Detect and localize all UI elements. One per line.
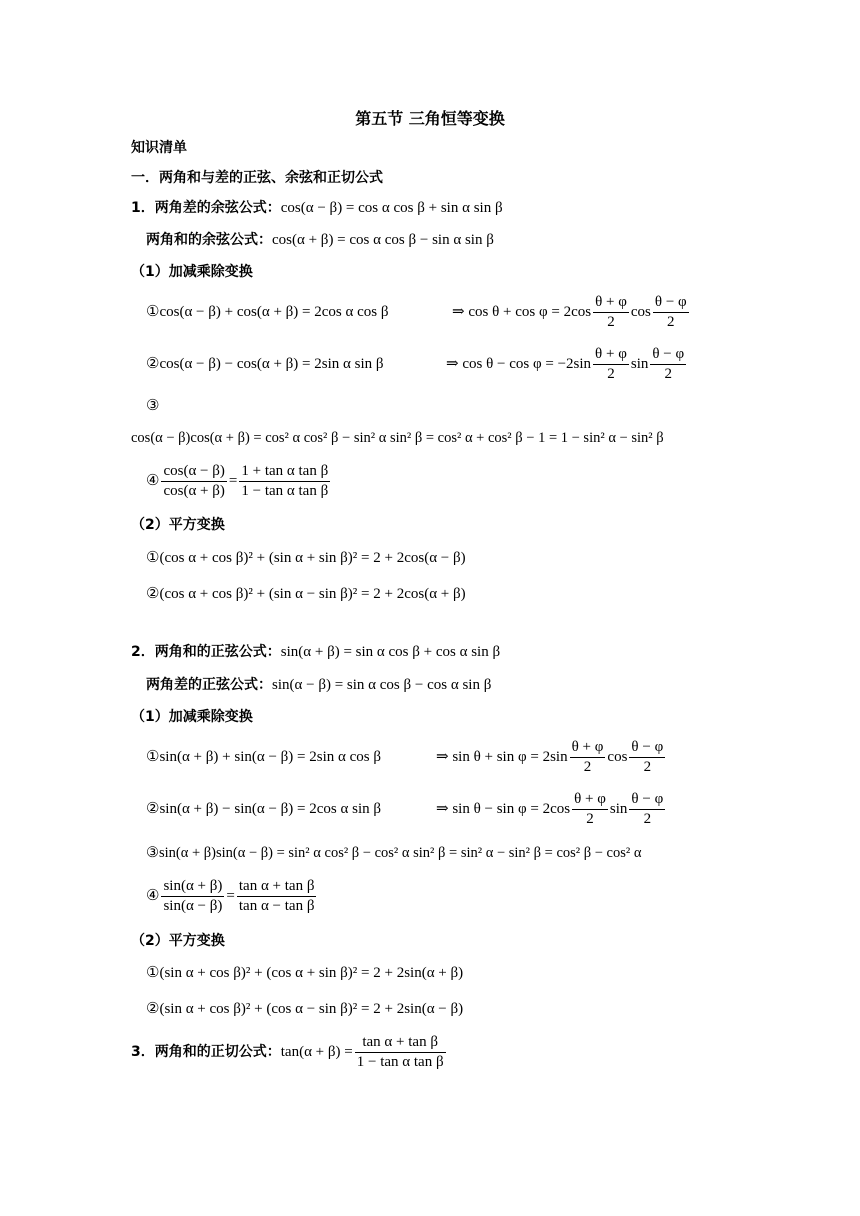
fraction-denominator: 1 − tan α tan β: [356, 1054, 444, 1070]
page-title: 第五节 三角恒等变换: [355, 109, 505, 128]
fraction-denominator: 2: [583, 759, 592, 775]
cos-identity-3: cos(α − β)cos(α + β) = cos² α cos² β − sin² α sin² β = cos² α + cos² β − 1 = 1 − sin² α − sin² β: [131, 430, 664, 446]
fraction-numerator: tan α + tan β: [237, 877, 317, 897]
fraction-numerator: θ − φ: [653, 293, 689, 313]
sin-diff-label: 两角差的正弦公式：: [146, 677, 272, 693]
sin-i2-mid: sin: [609, 800, 628, 817]
fraction: [629, 790, 665, 829]
fraction-denominator: 2: [664, 366, 673, 382]
tan-sum-line: [131, 1033, 448, 1072]
fraction-denominator: 1 − tan α tan β: [241, 483, 329, 499]
equals-sign: =: [226, 887, 235, 904]
fraction-denominator: tan α − tan β: [238, 898, 315, 914]
fraction-denominator: 2: [607, 366, 615, 382]
fraction-numerator: tan α + tan β: [355, 1033, 446, 1053]
cos-sum-line: [146, 230, 494, 250]
sin-identity-1: [146, 747, 381, 767]
fraction-denominator: 2: [643, 759, 652, 775]
fraction-numerator: cos(α − β): [161, 462, 226, 482]
sin-i1-rhs-pre: ⇒ sin θ + sin φ = 2sin: [436, 748, 568, 765]
sin-sum-formula: sin(α + β) = sin α cos β + cos α sin β: [280, 644, 501, 660]
fraction: [572, 790, 608, 829]
cos-i2-mid: sin: [630, 355, 649, 372]
fraction-denominator: 2: [643, 811, 652, 827]
sin-identity-2: [146, 799, 381, 819]
cos-diff-formula: cos(α − β) = cos α cos β + sin α sin β: [280, 200, 503, 216]
cos-i1-rhs-pre: ⇒ cos θ + cos φ = 2cos: [452, 303, 592, 320]
fraction-numerator: θ + φ: [593, 293, 629, 313]
fraction: [161, 877, 224, 916]
sin-i2-lhs: ②sin(α + β) − sin(α − β) = 2cos α sin β: [146, 801, 381, 817]
fraction: [239, 462, 330, 501]
sin-diff-formula: sin(α − β) = sin α cos β − cos α sin β: [272, 677, 492, 693]
cos-identity-4: [146, 462, 332, 501]
cos-i2-lhs: ②cos(α − β) − cos(α + β) = 2sin α sin β: [146, 356, 384, 372]
fraction-denominator: cos(α + β): [163, 483, 225, 499]
cos-identity-1-rhs: [452, 293, 691, 332]
cos-diff-label: 1．两角差的余弦公式：: [131, 200, 281, 216]
fraction-numerator: sin(α + β): [161, 877, 224, 897]
sin-identity-1-rhs: [436, 738, 667, 777]
cos-sum-formula: cos(α + β) = cos α cos β − sin α sin β: [272, 232, 494, 248]
part1-heading: 一．两角和与差的正弦、余弦和正切公式: [131, 170, 383, 186]
cos-identity-2-rhs: [446, 345, 688, 384]
fraction: [570, 738, 606, 777]
fraction: [650, 345, 686, 384]
fraction-denominator: sin(α − β): [163, 898, 223, 914]
cos-i1-lhs: ①cos(α − β) + cos(α + β) = 2cos α cos β: [146, 304, 389, 320]
sin-sub2-heading: （2）平方变换: [131, 933, 225, 949]
fraction: [629, 738, 665, 777]
fraction-numerator: θ − φ: [629, 738, 665, 758]
cos-i2-rhs-pre: ⇒ cos θ − cos φ = −2sin: [446, 355, 592, 372]
fraction: [593, 345, 629, 384]
sin-identity-3: ③sin(α + β)sin(α − β) = sin² α cos² β − cos² α sin² β = sin² α − sin² β = cos² β − cos² α: [146, 845, 642, 861]
sin-i1-lhs: ①sin(α + β) + sin(α − β) = 2sin α cos β: [146, 749, 381, 765]
sin-identity-2-rhs: [436, 790, 667, 829]
equals-sign: =: [228, 472, 238, 489]
fraction-numerator: θ + φ: [570, 738, 606, 758]
fraction: [237, 877, 317, 916]
fraction: [355, 1033, 446, 1072]
cos-identity-2: [146, 354, 384, 374]
tan-sum-lhs: tan(α + β) =: [280, 1043, 353, 1060]
sin-square-2: ②(sin α + cos β)² + (cos α − sin β)² = 2 + 2sin(α − β): [146, 1001, 464, 1017]
fraction-denominator: 2: [607, 314, 615, 330]
sin-sum-label: 2．两角和的正弦公式：: [131, 644, 281, 660]
fraction-numerator: θ − φ: [629, 790, 665, 810]
fraction-denominator: 2: [667, 314, 675, 330]
cos-sub2-heading: （2）平方变换: [131, 517, 225, 533]
cos-identity-3-mark: ③: [146, 398, 160, 414]
cos-i1-mid: cos: [630, 303, 651, 320]
fraction-numerator: θ + φ: [572, 790, 608, 810]
cos-square-2: ②(cos α + cos β)² + (sin α − sin β)² = 2 + 2cos(α + β): [146, 586, 466, 602]
fraction: [161, 462, 226, 501]
sin-sum-line: [131, 642, 500, 662]
fraction-numerator: θ − φ: [650, 345, 686, 365]
sin-i1-mid: cos: [607, 748, 628, 765]
fraction-denominator: 2: [586, 811, 594, 827]
sin-diff-line: [146, 675, 491, 695]
cos-square-1: ①(cos α + cos β)² + (sin α + sin β)² = 2 + 2cos(α − β): [146, 550, 466, 566]
cos-diff-line: [131, 198, 503, 218]
fraction-numerator: θ + φ: [593, 345, 629, 365]
cos-sub1-heading: （1）加减乘除变换: [131, 264, 253, 280]
fraction-numerator: 1 + tan α tan β: [239, 462, 330, 482]
tan-sum-label: 3．两角和的正切公式：: [131, 1043, 281, 1060]
cos-identity-1: [146, 302, 388, 322]
fraction: [593, 293, 629, 332]
sin-i4-mark: ④: [146, 887, 160, 904]
sin-sub1-heading: （1）加减乘除变换: [131, 709, 253, 725]
sin-i2-rhs-pre: ⇒ sin θ − sin φ = 2cos: [436, 800, 571, 817]
cos-i4-mark: ④: [146, 472, 160, 489]
sin-identity-4: [146, 877, 318, 916]
cos-sum-label: 两角和的余弦公式：: [146, 232, 272, 248]
fraction: [653, 293, 689, 332]
section-label: 知识清单: [131, 140, 187, 156]
sin-square-1: ①(sin α + cos β)² + (cos α + sin β)² = 2 + 2sin(α + β): [146, 965, 464, 981]
